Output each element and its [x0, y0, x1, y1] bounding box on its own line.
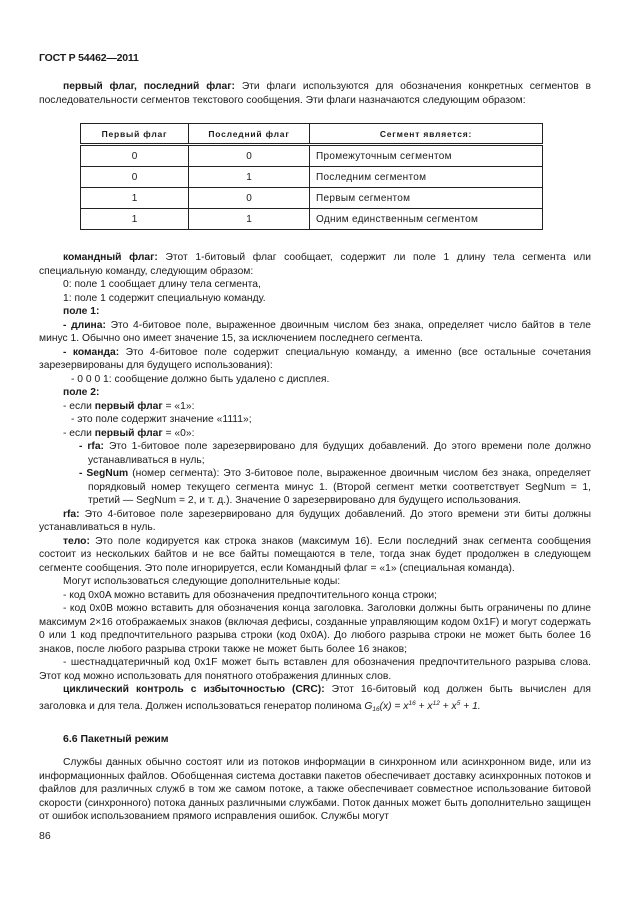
page-number: 86	[39, 830, 51, 842]
field1-title: поле 1:	[63, 306, 100, 317]
intro-paragraph: первый флаг, последний флаг: Эти флаги используются для обозначения конкретных сегментов в последовательности сегментов текстового сообщения. Эти флаги назначаются следующим образом:	[39, 81, 591, 106]
field2-if-first-1: - если первый флаг = «1»:	[63, 400, 195, 412]
section-paragraph: Службы данных обычно состоят или из потоков информации в синхронном или асинхронном виде, или из информационных файлов. Обобщенная система доставки пакетов обеспечивает доставку асинхронных потоков и файлов для различных служб в том же самом потоке, а также обеспечивает совместное использование битовой скорости (синхронного) потока данных различными службами. Поток данных может быть дополнительно защищен от ошибок использованием прямого исправления ошибок. Службы могут	[39, 757, 591, 822]
main-body	[39, 251, 591, 716]
intro-term: первый флаг, последний флаг:	[63, 81, 235, 92]
command-flag-option-1: 1: поле 1 содержит специальную команду.	[63, 292, 266, 304]
field2-segnum: - SegNum (номер сегмента): Это 3-битовое поле, выраженное двоичным числом без знака, определяет порядковый номер текущего сегмента минус 1. (Второй сегмент метки соответствует SegNum = 1, третий — SegNum = 2, и т. д.). Значение 0 зарезервировано для будущего использования.	[79, 468, 591, 506]
document-header: ГОСТ Р 54462—2011	[39, 52, 139, 64]
table-header-row	[81, 124, 543, 145]
flags-table	[80, 123, 543, 230]
body-field-paragraph: тело: Это поле кодируется как строка знаков (максимум 16). Если последний знак сегмента сообщения состоит из нескольких байтов и не все байты помещаются в теле, тогда знак будет продолжен в следующем сегменте сообщения. Это поле игнорируется, если Командный флаг = «1» (специальная команда).	[39, 535, 591, 574]
table-header-segment: Сегмент является:	[310, 124, 543, 145]
table-header-first-flag: Первый флаг	[81, 124, 189, 145]
field2-rfa: - rfa: Это 1-битовое поле зарезервировано для будущих добавлений. До этого времени поле должно устанавливаться в нуль;	[79, 441, 591, 466]
table-row: 1 0 Первым сегментом	[81, 188, 543, 209]
table-row: 1 1 Одним единственным сегментом	[81, 209, 543, 230]
table-row: 0 0 Промежуточным сегментом	[81, 145, 543, 167]
code-0x0b: - код 0x0B можно вставить для обозначения конца заголовка. Заголовки должны быть ограничены по длине максимум 2×16 отображаемых знаков (включая дефисы, созданные управляющим кодом 0x1F) и могут содержать 0 или 1 код предпочтительного разрыва строки (код 0x0A). До любого разрыва строки не может быть более 16 знаков, после любого разрыва строки также не может быть более 16 знаков;	[39, 603, 591, 655]
field2-if-first-0: - если первый флаг = «0»:	[63, 427, 195, 439]
crc-paragraph: циклический контроль с избыточностью (CRC): Этот 16-битовый код должен быть вычислен для заголовка и для тела. Должен использоваться генератор полинома $G_{16}(x) = x^{16} + x^{12} + x^5 + 1$.	[39, 684, 591, 713]
command-flag-paragraph: командный флаг: Этот 1-битовый флаг сообщает, содержит ли поле 1 длину тела сегмента или специальную команду, следующим образом:	[39, 252, 591, 277]
rfa4-paragraph: rfa: Это 4-битовое поле зарезервировано для будущих добавлений. До этого времени эти биты должны устанавливаться в нуль.	[39, 508, 591, 533]
code-0x0a: - код 0x0A можно вставить для обозначения предпочтительного конца строки;	[63, 589, 438, 601]
field1-command-item: - 0 0 0 1: сообщение должно быть удалено с дисплея.	[71, 373, 330, 385]
field1-length: - длина: Это 4-битовое поле, выраженное двоичным числом без знака, определяет число байтов в теле минус 1. Обычно оно имеет значение 15, за исключением последнего сегмента.	[39, 319, 591, 344]
codes-intro: Могут использоваться следующие дополнительные коды:	[63, 576, 341, 587]
field2-if-first-1-item: - это поле содержит значение «1111»;	[71, 414, 252, 425]
field1-command: - команда: Это 4-битовое поле содержит специальную команду, а именно (все остальные сочетания зарезервированы для будущего использования):	[39, 346, 591, 371]
code-0x1f: - шестнадцатеричный код 0x1F может быть вставлен для обозначения предпочтительного разрыва слова. Этот код можно использовать для понятного отображения длинных слов.	[39, 657, 591, 682]
section-heading: 6.6 Пакетный режим	[63, 733, 169, 745]
command-flag-option-0: 0: поле 1 сообщает длину тела сегмента,	[63, 279, 261, 290]
table-row: 0 1 Последним сегментом	[81, 167, 543, 188]
crc-formula: $G_{16}(x) = x^{16} + x^{12} + x^5 + 1$.	[364, 699, 481, 713]
field2-title: поле 2:	[63, 387, 100, 398]
table-header-last-flag: Последний флаг	[189, 124, 310, 145]
